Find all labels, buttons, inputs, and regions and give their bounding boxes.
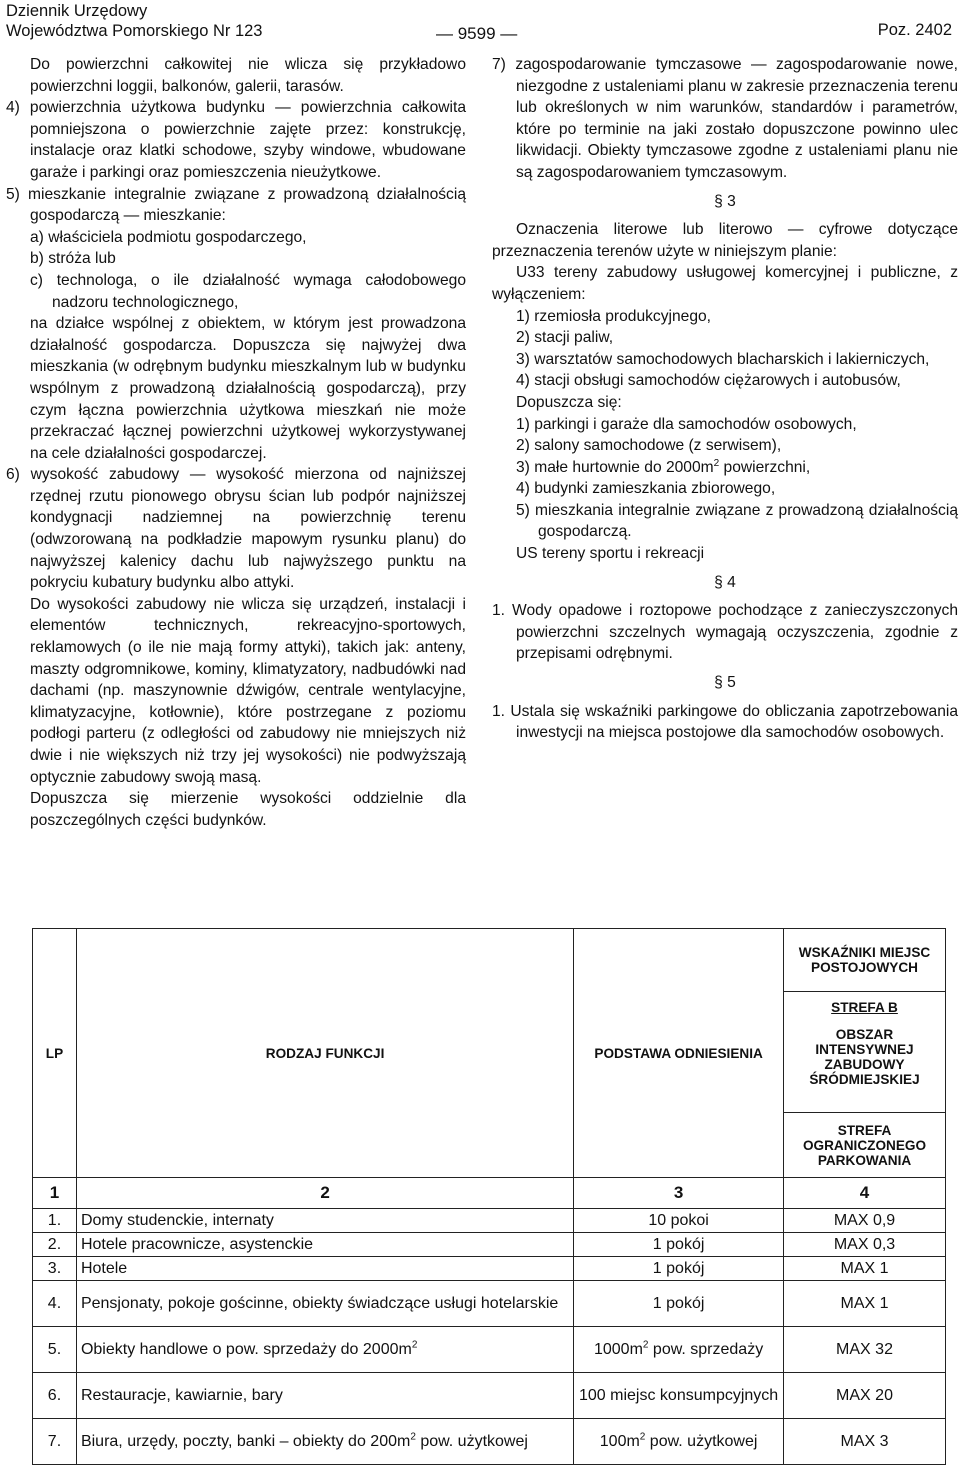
section-3-u33: U33 tereny zabudowy usługowej komercyjnej i publiczne, z wyłączeniem:: [492, 264, 958, 303]
allowed-item: 1) parkingi i garaże dla samochodów osobowych,: [516, 415, 857, 433]
row-lp: 1.: [33, 1209, 77, 1233]
list-item-a: a) właściciela podmiotu gospodarczego,: [30, 228, 307, 246]
row-function-tail: pow. użytkowej: [415, 1433, 528, 1450]
row-function: [76, 1327, 573, 1373]
height-exclusions: Do wysokości zabudowy nie wlicza się urządzeń, instalacji i elementów technicznych, rekreacyjno-sportowych, reklamowych (o ile nie mają formy attyki), takich jak: anteny, maszty odgromnikowe, kominy, klimatyzatory, nadbudówki nad dachami (np. maszynownie dźwigów, centrale wentylacyjne, klimatyzacyjne, kotłownie), które postrzegane z poziomu podłogi parteru (z odległości od zabudowy nie mniejszych niż dwie i nie większych niż trzy jej wysokości) nie podwyższają optycznie zabudowy swoją masą.: [30, 595, 466, 786]
journal-title: [6, 1, 262, 41]
header-reference-base: PODSTAWA ODNIESIENIA: [574, 929, 784, 1178]
row-lp: 7.: [33, 1419, 77, 1465]
row-function: Hotele: [76, 1257, 573, 1281]
row-function: Domy studenckie, internaty: [76, 1209, 573, 1233]
exclusion-item: 3) warsztatów samochodowych blacharskich i lakierniczych,: [516, 350, 930, 368]
definition-usable-area: 4) powierzchnia użytkowa budynku — powierzchnia całkowita pomniejszona o powierzchnie zajęte przez: konstrukcję, instalacje oraz klatki schodowe, szyby windowe, wbudowane garaże i parkingi oraz pomieszczenia nieużytkowe.: [6, 99, 466, 181]
header-zone-cell: [784, 992, 946, 1113]
definition-business-dwelling: 5) mieszkanie integralnie związane z prowadzoną działalnością gospodarczą — mieszkanie:: [6, 185, 466, 225]
exclusion-item: 2) stacji paliw,: [516, 329, 614, 347]
column-number: 4: [784, 1178, 946, 1209]
table-row: [33, 1373, 946, 1419]
header-limited-parking: STREFA OGRANICZONEGO PARKOWANIA: [784, 1113, 946, 1178]
list-item-b: b) stróża lub: [30, 250, 116, 268]
section-5-paragraph: 1. Ustala się wskaźniki parkingowe do obliczania zapotrzebowania inwestycji na miejsca postojowe dla samochodów osobowych.: [492, 702, 958, 742]
height-separate-measurement: Dopuszcza się mierzenie wysokości oddzielnie dla poszczególnych części budynków.: [30, 790, 466, 829]
row-function: Pensjonaty, pokoje gościnne, obiekty świadczące usługi hotelarskie: [76, 1281, 573, 1327]
row-value: MAX 32: [784, 1327, 946, 1373]
row-function: [76, 1419, 573, 1465]
header-lp: LP: [33, 929, 77, 1178]
section-4-paragraph: 1. Wody opadowe i roztopowe pochodzące z zanieczyszczonych powierzchni szczelnych wymagają oczyszczenia, zgodnie z przepisami odrębnymi.: [492, 602, 958, 663]
allowed-item: 5) mieszkania integralnie związane z prowadzoną działalnością gospodarczą.: [516, 501, 958, 541]
header-function: RODZAJ FUNKCJI: [76, 929, 573, 1178]
row-base-text: 100m: [599, 1433, 640, 1450]
row-base-tail: pow. użytkowej: [645, 1433, 758, 1450]
header-zone-b: STREFA B: [831, 1000, 898, 1015]
row-value: MAX 1: [784, 1281, 946, 1327]
table-row: [33, 1327, 946, 1373]
definition-building-height: 6) wysokość zabudowy — wysokość mierzona od najniższej rzędnej rzutu pionowego obrysu ścian lub podpór najniższej kondygnacji nadziemnej na powierzchnię terenu (odwzorowaną na podkładzie mapowym rysunku planu) do najwyższej kalenicy dachu lub najwyższego punktu na pokryciu kubatury budynku albo attyki.: [6, 466, 466, 592]
column-number: 1: [33, 1178, 77, 1209]
table-row: [33, 1419, 946, 1465]
row-value: MAX 0,9: [784, 1209, 946, 1233]
column-number-row: [33, 1178, 946, 1209]
right-column: [492, 54, 958, 744]
paragraph-total-area-note: Do powierzchni całkowitej nie wlicza się przykładowo powierzchni loggii, balkonów, galerii, tarasów.: [30, 56, 466, 95]
allowed-item-3-tail: powierzchni,: [719, 458, 811, 476]
section-5-title: § 5: [714, 674, 736, 692]
section-3-intro: Oznaczenia literowe lub literowo — cyfrowe dotyczące przeznaczenia terenów użyte w niniejszym planie:: [492, 221, 958, 260]
table-row: [33, 1257, 946, 1281]
table-header-row: [33, 929, 946, 992]
superscript: 2: [411, 1339, 418, 1351]
header-indicators: WSKAŹNIKI MIEJSC POSTOJOWYCH: [784, 929, 946, 992]
definition-temporary-development: 7) zagospodarowanie tymczasowe — zagospodarowanie nowe, niezgodne z ustaleniami planu w zakresie przeznaczenia terenu lub określonych w nim warunków, standardów i parametrów, które po terminie na jaki zostało dopuszczone powinno ulec likwidacji. Obiekty tymczasowe zgodne z ustaleniami planu nie są zagospodarowaniem tymczasowym.: [492, 56, 958, 181]
row-lp: 4.: [33, 1281, 77, 1327]
row-base: [574, 1419, 784, 1465]
business-dwelling-conditions: na działce wspólnej z obiektem, w którym jest prowadzona działalność gospodarcza. Dopuszcza się najwyżej dwa mieszkania (w odrębnym budynku mieszkalnym lub w budynku wspólnym z prowadzoną działalnością gospodarczą), przy czym łączna powierzchnia użytkowa mieszkań nie może przekraczać łącznej powierzchni użytkowej wykorzystywanej na cele działalności gospodarczej.: [30, 315, 466, 462]
column-number: 2: [76, 1178, 573, 1209]
page-number: — 9599 —: [436, 24, 518, 43]
row-base-tail: pow. sprzedaży: [648, 1341, 764, 1358]
row-lp: 3.: [33, 1257, 77, 1281]
table-row: [33, 1209, 946, 1233]
allowed-item: 4) budynki zamieszkania zbiorowego,: [516, 480, 776, 498]
superscript: 2: [639, 1431, 646, 1443]
left-column: [6, 54, 466, 831]
superscript: 2: [713, 457, 720, 469]
row-function-text: Biura, urzędy, poczty, banki – obiekty do 200m: [80, 1433, 411, 1450]
superscript: 2: [410, 1431, 416, 1443]
table-row: [33, 1281, 946, 1327]
row-value: MAX 20: [784, 1373, 946, 1419]
row-lp: 6.: [33, 1373, 77, 1419]
allowed-title: Dopuszcza się:: [516, 393, 622, 411]
allowed-item-3-text: 3) małe hurtownie do 2000m: [516, 458, 714, 476]
row-function-text: Obiekty handlowe o pow. sprzedaży do 2000m: [80, 1341, 412, 1358]
row-function: Hotele pracownicze, asystenckie: [76, 1233, 573, 1257]
exclusion-item: 4) stacji obsługi samochodów ciężarowych i autobusów,: [516, 372, 901, 390]
row-base: 10 pokoi: [574, 1209, 784, 1233]
section-3-us: US tereny sportu i rekreacji: [516, 545, 705, 563]
row-base: 1 pokój: [574, 1281, 784, 1327]
list-item-c: c) technologa, o ile działalność wymaga całodobowego nadzoru technologicznego,: [30, 271, 466, 311]
row-base: 1 pokój: [574, 1233, 784, 1257]
row-lp: 5.: [33, 1327, 77, 1373]
row-value: MAX 0,3: [784, 1233, 946, 1257]
row-base: 100 miejsc konsumpcyjnych: [574, 1373, 784, 1419]
allowed-item: [492, 457, 958, 479]
journal-line-2: Województwa Pomorskiego Nr 123: [6, 22, 263, 40]
row-value: MAX 1: [784, 1257, 946, 1281]
section-4-title: § 4: [714, 573, 736, 591]
column-number: 3: [574, 1178, 784, 1209]
parking-indicators-table: [32, 928, 946, 1465]
row-base: [574, 1327, 784, 1373]
row-base-text: 1000m: [593, 1341, 643, 1358]
row-value: MAX 3: [784, 1419, 946, 1465]
header-intensive-area: OBSZAR INTENSYWNEJ ZABUDOWY ŚRÓDMIEJSKIEJ: [809, 1027, 920, 1087]
allowed-item: 2) salony samochodowe (z serwisem),: [516, 437, 782, 455]
superscript: 2: [642, 1339, 649, 1351]
row-function: Restauracje, kawiarnie, bary: [76, 1373, 573, 1419]
journal-line-1: Dziennik Urzędowy: [6, 2, 148, 20]
table-row: [33, 1233, 946, 1257]
row-base: 1 pokój: [574, 1257, 784, 1281]
position-number: Poz. 2402: [877, 21, 952, 39]
section-3-title: § 3: [714, 192, 736, 210]
row-lp: 2.: [33, 1233, 77, 1257]
exclusion-item: 1) rzemiosła produkcyjnego,: [516, 307, 712, 325]
